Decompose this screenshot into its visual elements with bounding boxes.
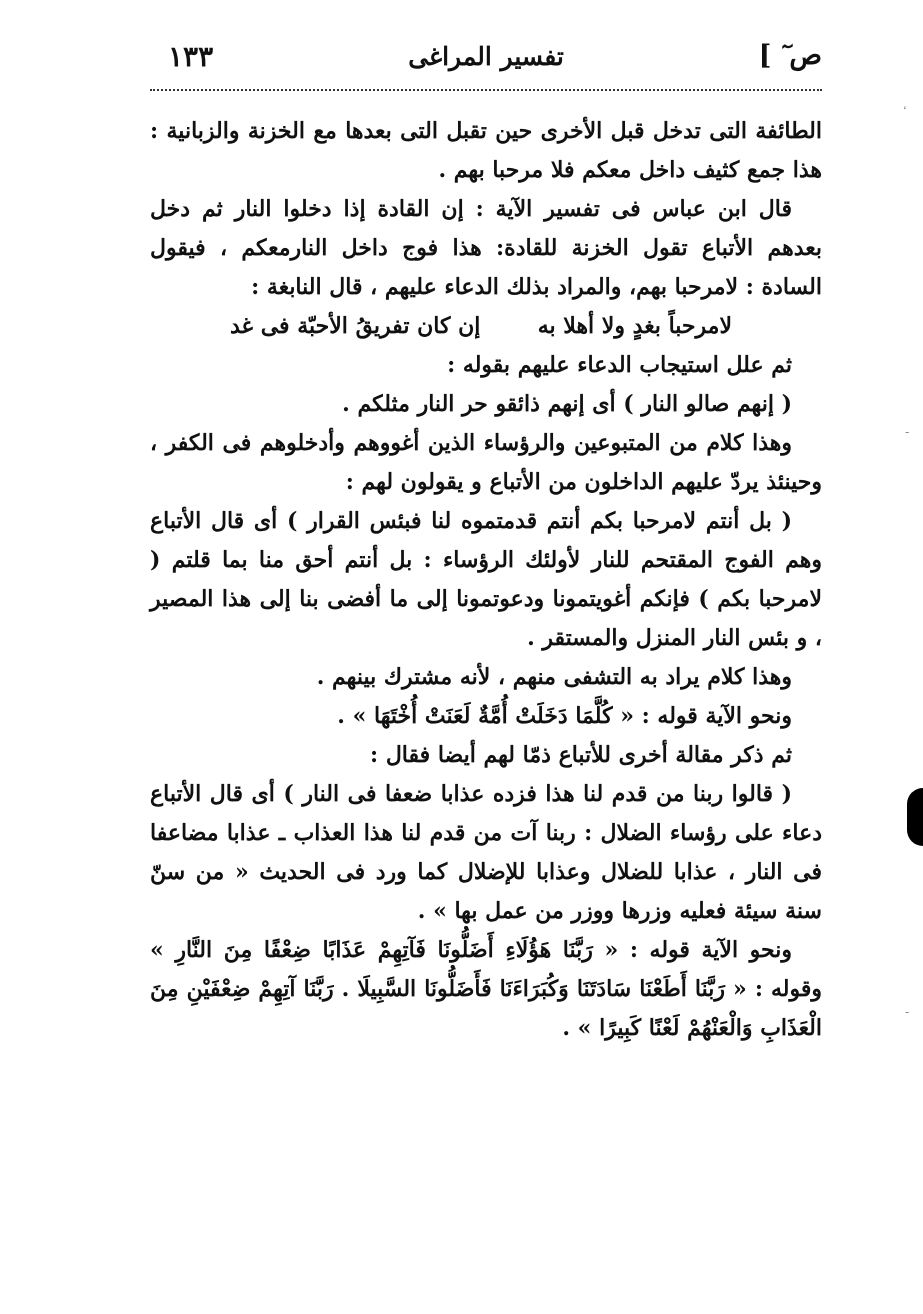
header-divider <box>150 89 822 91</box>
paragraph-6: ( بل أنتم لامرحبا بكم أنتم قدمتموه لنا فبئس القرار ) أى قال الأتباع وهم الفوج المقتحم للنار لأولئك الرؤساء : بل أنتم أحق منا بما قلتم ( لامرحبا بكم ) فإنكم أغويتمونا ودعوتمونا إلى ما أفضى بنا إلى هذا المصير ، و بئس النار المنزل والمستقر . <box>150 508 822 651</box>
surah-section-marker: ص ٓ ] <box>758 40 822 71</box>
page-number: ١٣٣ <box>168 40 214 73</box>
paragraph-4: ( إنهم صالو النار ) أى إنهم ذائقو حر النار مثلكم . <box>342 391 792 417</box>
paragraph-1: الطائفة التى تدخل قبل الأخرى حين تقبل التى بعدها مع الخزنة والزبانية : هذا جمع كثيف داخل معكم فلا مرحبا بهم . <box>150 118 822 183</box>
paragraph-3: ثم علل استيجاب الدعاء عليهم بقوله : <box>447 352 792 378</box>
paragraph-5: وهذا كلام من المتبوعين والرؤساء الذين أغووهم وأدخلوهم فى الكفر ، وحينئذ يردّ عليهم الداخلون من الأتباع و يقولون لهم : <box>150 430 822 495</box>
paragraph-2: قال ابن عباس فى تفسير الآية : إن القادة إذا دخلوا النار ثم دخل بعدهم الأتباع تقول الخزنة للقادة: هذا فوج داخل النارمعكم ، فيقول السادة : لامرحبا بهم، والمراد بذلك الدعاء عليهم ، قال النابغة : <box>150 196 822 300</box>
poetry-verse <box>150 307 822 346</box>
page-header <box>150 40 822 86</box>
book-title: تفسير المراغى <box>408 42 564 71</box>
verse-second-hemistich: إن كان تفريقُ الأحبّة فى غد <box>230 313 481 339</box>
scan-noise-mark: - <box>905 1005 910 1019</box>
scan-noise-mark: - <box>905 425 910 439</box>
paragraph-10: ( قالوا ربنا من قدم لنا هذا فزده عذابا ضعفا فى النار ) أى قال الأتباع دعاء على رؤساء الضلال : ربنا آت من قدم لنا هذا العذاب ـ عذابا مضاعفا فى النار ، عذابا للضلال وعذابا للإضلال كما ورد فى الحديث « من سنّ سنة سيئة فعليه وزرها ووزر من عمل بها » . <box>150 781 822 924</box>
commentary-text <box>150 112 822 1048</box>
paragraph-7: وهذا كلام يراد به التشفى منهم ، لأنه مشترك بينهم . <box>316 664 792 690</box>
scan-edge-artifact <box>907 788 923 846</box>
paragraph-9: ثم ذكر مقالة أخرى للأتباع ذمّا لهم أيضا فقال : <box>370 742 792 768</box>
verse-first-hemistich: لامرحباً بغدٍ ولا أهلا به <box>537 313 732 339</box>
paragraph-8: ونحو الآية قوله : « كُلَّمَا دَخَلَتْ أُمَّةٌ لَعَنَتْ أُخْتَهَا » . <box>337 703 792 729</box>
paragraph-11: ونحو الآية قوله : « رَبَّنَا هَؤُلَاءِ أَضَلُّونَا فَآتِهِمْ عَذَابًا ضِعْفًا مِنَ النَّارِ » وقوله : « رَبَّنَا أَطَعْنَا سَادَتَنَا وَكُبَرَاءَنَا فَأَضَلُّونَا السَّبِيلَا . رَبَّنَا آتِهِمْ ضِعْفَيْنِ مِنَ الْعَذَابِ وَالْعَنْهُمْ لَعْنًا كَبِيرًا » . <box>150 937 822 1041</box>
